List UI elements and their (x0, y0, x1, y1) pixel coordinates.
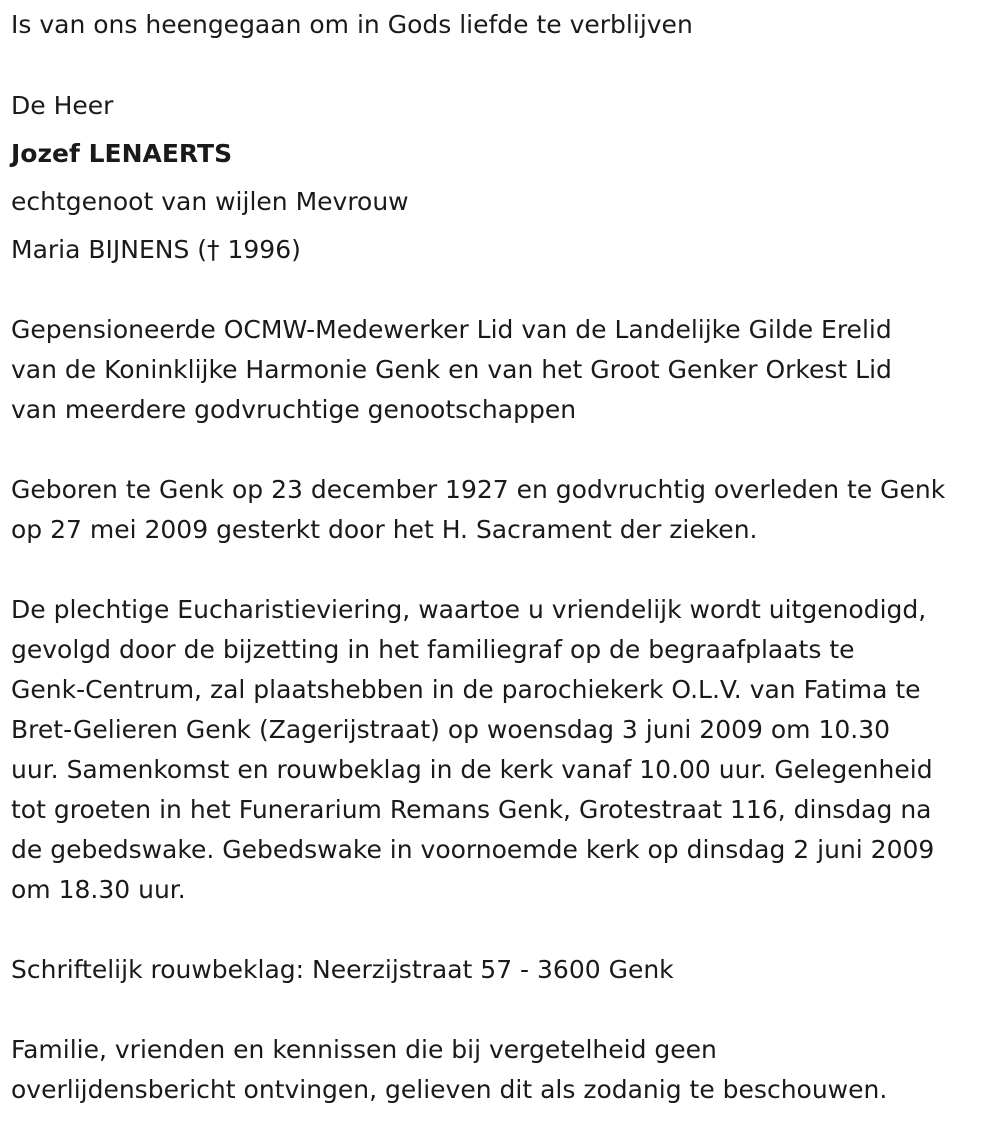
ceremony-line: Bret-Gelieren Genk (Zagerijstraat) op woensdag 3 juni 2009 om 10.30 (11, 715, 891, 744)
intro-text: Is van ons heengegaan om in Gods liefde te verblijven (11, 10, 693, 39)
spouse-name-line (11, 230, 301, 270)
occupation-line: van meerdere godvruchtige genootschappen (11, 395, 577, 424)
ceremony-line: De plechtige Eucharistieviering, waartoe u vriendelijk wordt uitgenodigd, (11, 595, 927, 624)
honorific: De Heer (11, 91, 114, 120)
spouse-line: echtgenoot van wijlen Mevrouw (11, 187, 409, 216)
occupation-line: Gepensioneerde OCMW-Medewerker Lid van de Landelijke Gilde Erelid (11, 315, 892, 344)
condolence-address: Schriftelijk rouwbeklag: Neerzijstraat 57 - 3600 Genk (11, 955, 674, 984)
ceremony-line: om 18.30 uur. (11, 875, 186, 904)
ceremony-line: de gebedswake. Gebedswake in voornoemde kerk op dinsdag 2 juni 2009 (11, 835, 935, 864)
closing-paragraph (11, 1030, 887, 1110)
closing-line: overlijdensbericht ontvingen, gelieven dit als zodanig te beschouwen. (11, 1075, 888, 1104)
ceremony-line: Genk-Centrum, zal plaatshebben in de parochiekerk O.L.V. van Fatima te (11, 675, 921, 704)
ceremony-line: gevolgd door de bijzetting in het familiegraf op de begraafplaats te (11, 635, 855, 664)
occupation-line: van de Koninklijke Harmonie Genk en van het Groot Genker Orkest Lid (11, 355, 892, 384)
spouse-name: Maria BIJNENS ( (11, 235, 208, 264)
ceremony-line: uur. Samenkomst en rouwbeklag in de kerk vanaf 10.00 uur. Gelegenheid (11, 755, 933, 784)
cross-icon: † (207, 235, 220, 264)
birth-death-paragraph (11, 470, 945, 550)
ceremony-paragraph (11, 590, 934, 910)
spouse-death-year: 1996) (219, 235, 301, 264)
birth-death-line: op 27 mei 2009 gesterkt door het H. Sacrament der zieken. (11, 515, 758, 544)
birth-death-line: Geboren te Genk op 23 december 1927 en godvruchtig overleden te Genk (11, 475, 946, 504)
deceased-name: Jozef LENAERTS (11, 139, 233, 168)
closing-line: Familie, vrienden en kennissen die bij vergetelheid geen (11, 1035, 717, 1064)
ceremony-line: tot groeten in het Funerarium Remans Genk, Grotestraat 116, dinsdag na (11, 795, 932, 824)
occupation-paragraph (11, 310, 892, 430)
